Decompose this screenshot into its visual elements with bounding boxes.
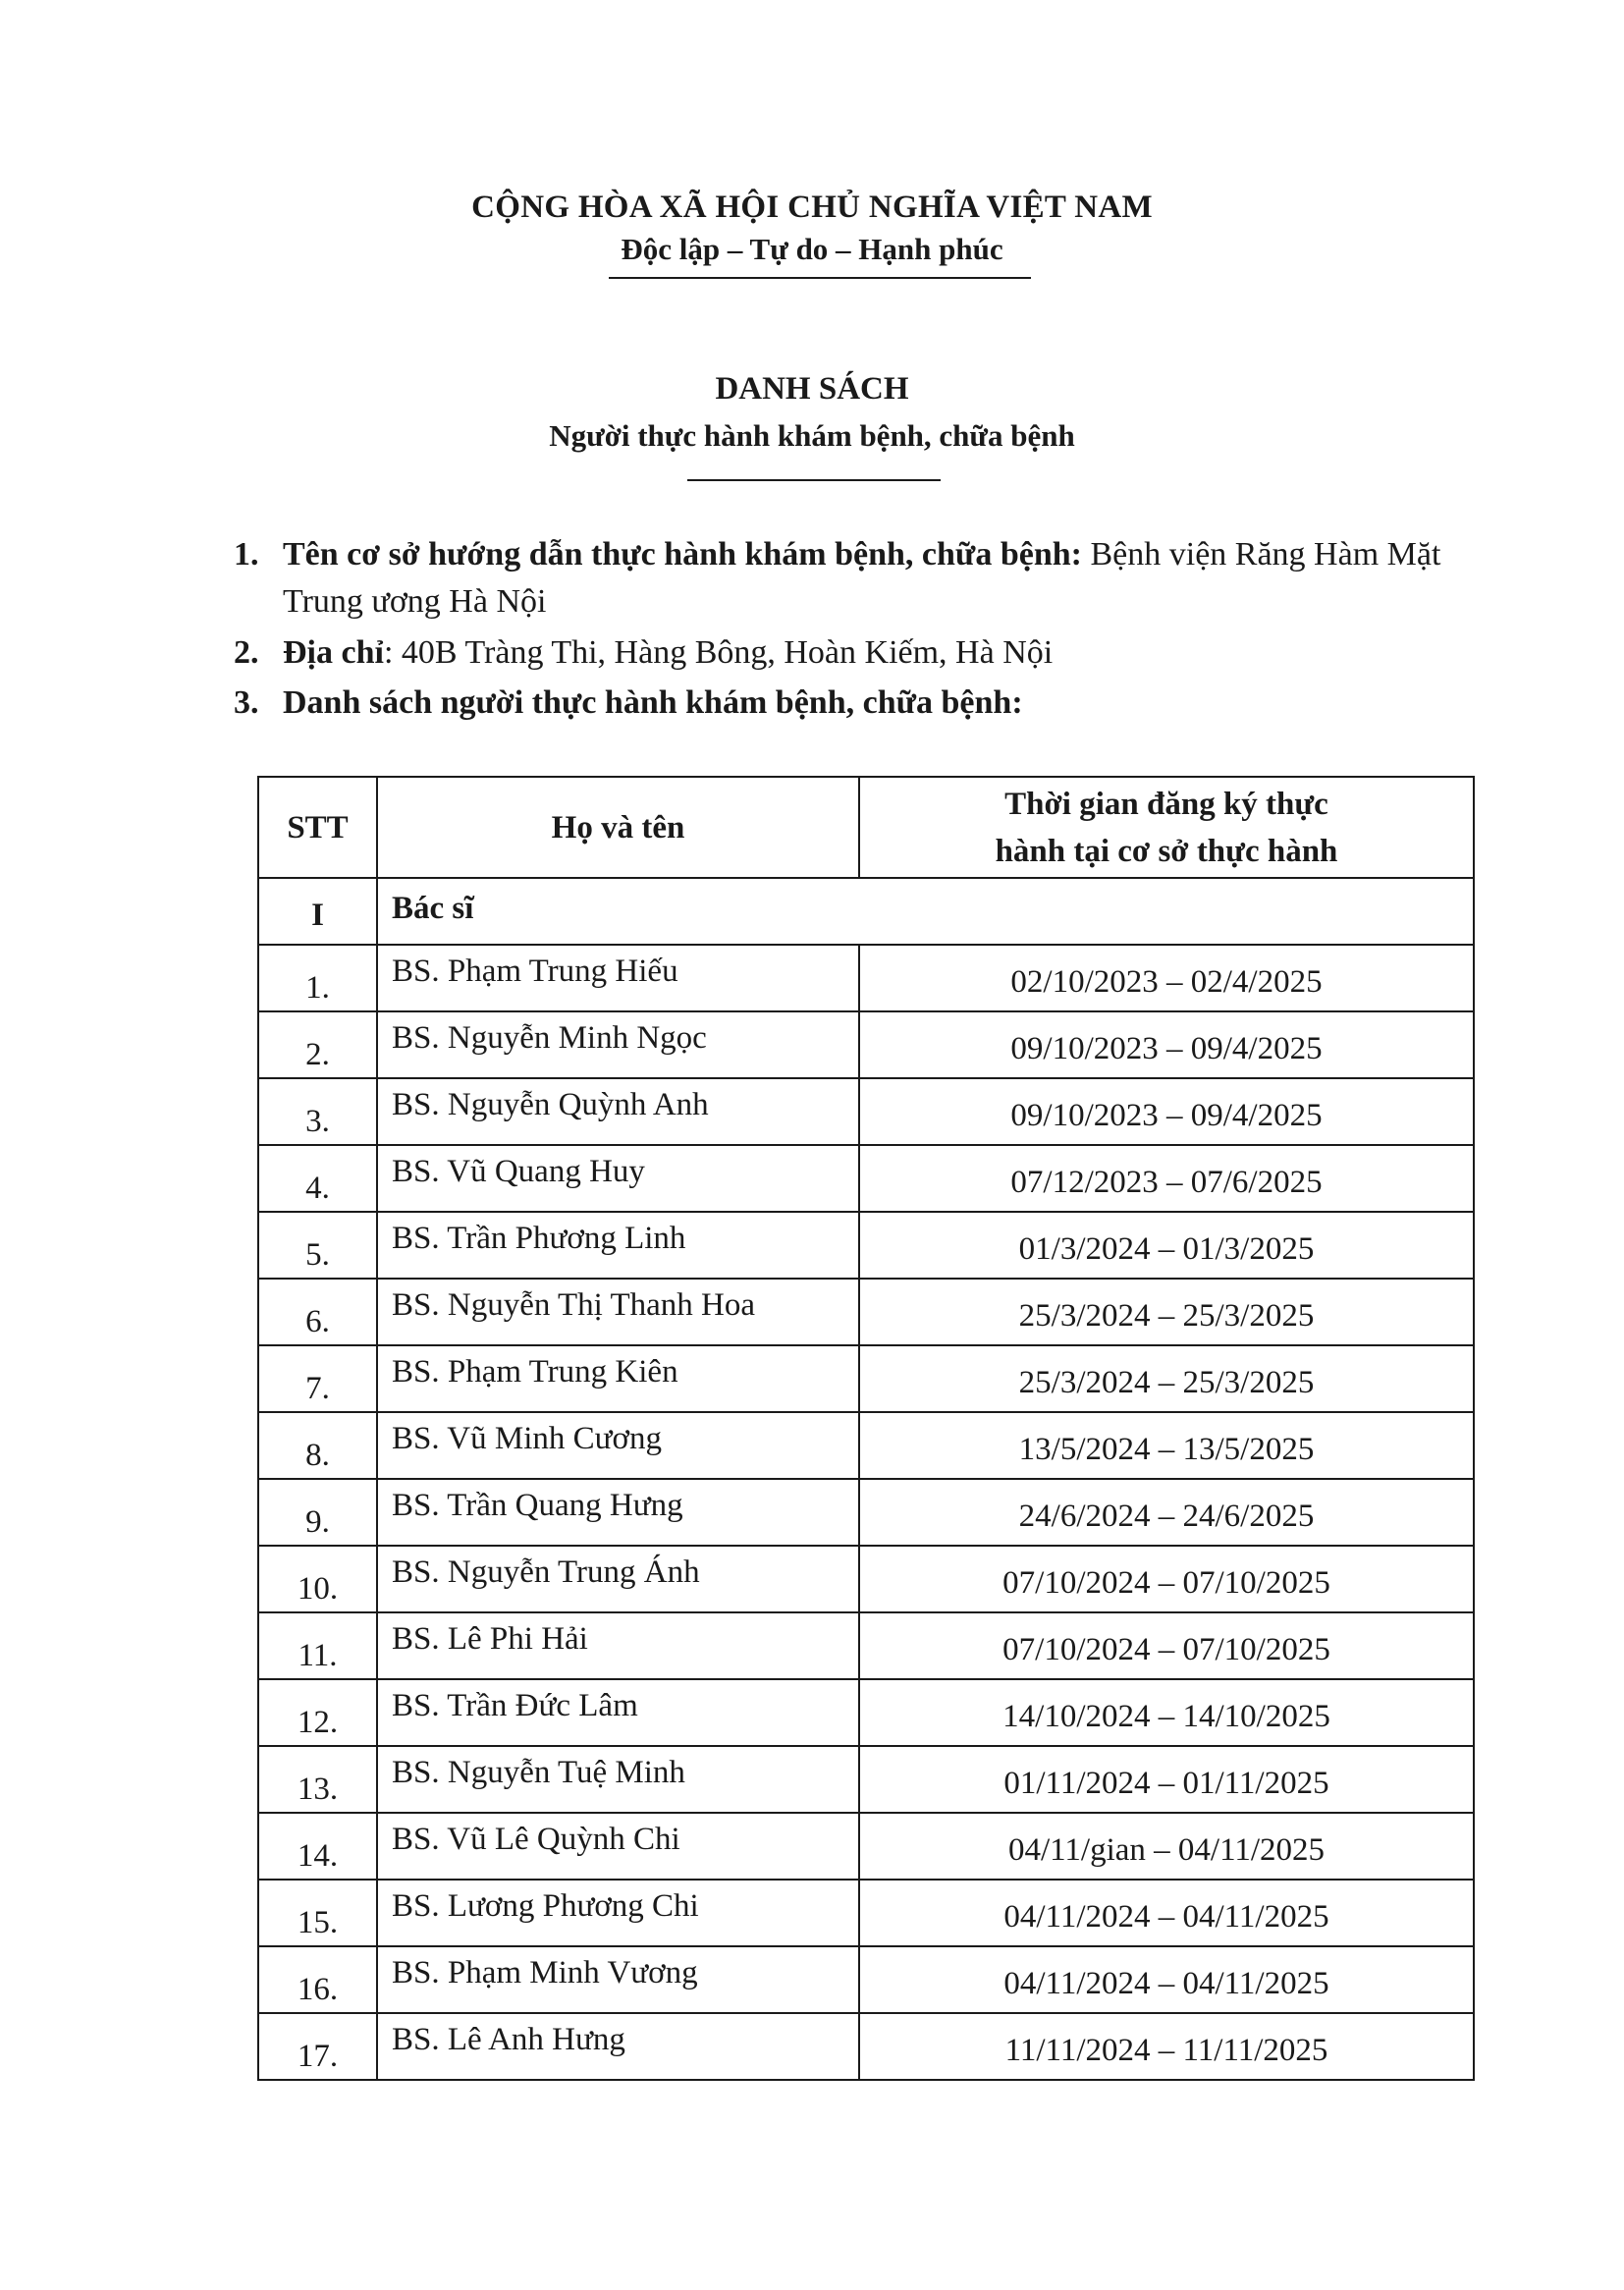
nation-name: CỘNG HÒA XÃ HỘI CHỦ NGHĨA VIỆT NAM [471, 190, 1153, 225]
table-row [258, 1345, 1474, 1412]
table-row [258, 1279, 1474, 1345]
row-stt: 9. [258, 1479, 377, 1546]
section-roster [234, 680, 1510, 729]
row-period: 25/3/2024 – 25/3/2025 [859, 1345, 1474, 1412]
row-period: 07/12/2023 – 07/6/2025 [859, 1145, 1474, 1212]
row-period: 24/6/2024 – 24/6/2025 [859, 1479, 1474, 1546]
document-subtitle: Người thực hành khám bệnh, chữa bệnh [549, 418, 1075, 453]
row-name: BS. Nguyễn Tuệ Minh [377, 1746, 859, 1813]
row-name: BS. Nguyễn Trung Ánh [377, 1546, 859, 1612]
row-name: BS. Trần Phương Linh [377, 1212, 859, 1279]
row-period: 04/11/gian – 04/11/2025 [859, 1813, 1474, 1880]
column-header-period [859, 777, 1474, 878]
table-row [258, 1612, 1474, 1679]
row-stt: 13. [258, 1746, 377, 1813]
row-name: BS. Vũ Quang Huy [377, 1145, 859, 1212]
row-period: 14/10/2024 – 14/10/2025 [859, 1679, 1474, 1746]
row-period: 07/10/2024 – 07/10/2025 [859, 1546, 1474, 1612]
row-stt: 7. [258, 1345, 377, 1412]
row-name: BS. Nguyễn Quỳnh Anh [377, 1078, 859, 1145]
column-header-name: Họ và tên [377, 777, 859, 878]
column-header-stt: STT [258, 777, 377, 878]
practitioner-table [257, 776, 1475, 2081]
row-period: 02/10/2023 – 02/4/2025 [859, 945, 1474, 1011]
table-row [258, 1479, 1474, 1546]
row-stt: 5. [258, 1212, 377, 1279]
row-name: BS. Nguyễn Thị Thanh Hoa [377, 1279, 859, 1345]
row-stt: 2. [258, 1011, 377, 1078]
row-stt: 1. [258, 945, 377, 1011]
column-header-period-line1: Thời gian đăng ký thực [1004, 786, 1328, 822]
national-motto: Độc lập – Tự do – Hạnh phúc [621, 232, 1003, 266]
row-period: 09/10/2023 – 09/4/2025 [859, 1078, 1474, 1145]
table-row [258, 1212, 1474, 1279]
table-row [258, 1746, 1474, 1813]
row-stt: 4. [258, 1145, 377, 1212]
row-stt: 10. [258, 1546, 377, 1612]
table-row [258, 1946, 1474, 2013]
section-number: 2. [234, 634, 259, 671]
row-period: 04/11/2024 – 04/11/2025 [859, 1880, 1474, 1946]
facility-name: Bệnh viện Răng Hàm Mặt Trung ương Hà Nội [283, 536, 1441, 620]
row-stt: 3. [258, 1078, 377, 1145]
row-stt: 8. [258, 1412, 377, 1479]
row-period: 13/5/2024 – 13/5/2025 [859, 1412, 1474, 1479]
section-facility [234, 531, 1510, 629]
label-colon: : [383, 634, 394, 671]
row-period: 04/11/2024 – 04/11/2025 [859, 1946, 1474, 2013]
row-name: BS. Trần Quang Hưng [377, 1479, 859, 1546]
row-name: BS. Vũ Lê Quỳnh Chi [377, 1813, 859, 1880]
row-stt: 15. [258, 1880, 377, 1946]
row-stt: 6. [258, 1279, 377, 1345]
row-period: 09/10/2023 – 09/4/2025 [859, 1011, 1474, 1078]
section-number: 3. [234, 684, 259, 721]
table-row [258, 1011, 1474, 1078]
row-name: BS. Lương Phương Chi [377, 1880, 859, 1946]
table-group-row [258, 878, 1474, 945]
motto-underline [609, 277, 1031, 279]
row-period: 07/10/2024 – 07/10/2025 [859, 1612, 1474, 1679]
table-row [258, 1880, 1474, 1946]
row-name: BS. Trần Đức Lâm [377, 1679, 859, 1746]
row-period: 01/3/2024 – 01/3/2025 [859, 1212, 1474, 1279]
group-stt: I [258, 878, 377, 945]
section-label: Danh sách người thực hành khám bệnh, chữa bệnh: [283, 684, 1023, 721]
row-name: BS. Lê Anh Hưng [377, 2013, 859, 2080]
table-row [258, 1546, 1474, 1612]
row-stt: 12. [258, 1679, 377, 1746]
row-name: BS. Phạm Minh Vương [377, 1946, 859, 2013]
row-stt: 14. [258, 1813, 377, 1880]
row-stt: 11. [258, 1612, 377, 1679]
section-label: Tên cơ sở hướng dẫn thực hành khám bệnh, chữa bệnh [283, 536, 1071, 572]
facility-address: 40B Tràng Thi, Hàng Bông, Hoàn Kiếm, Hà Nội [393, 634, 1054, 671]
section-label: Địa chỉ [283, 634, 384, 671]
table-row [258, 1145, 1474, 1212]
row-stt: 16. [258, 1946, 377, 2013]
row-period: 11/11/2024 – 11/11/2025 [859, 2013, 1474, 2080]
table-row [258, 945, 1474, 1011]
row-name: BS. Nguyễn Minh Ngọc [377, 1011, 859, 1078]
subtitle-underline [687, 479, 941, 481]
row-name: BS. Lê Phi Hải [377, 1612, 859, 1679]
row-name: BS. Phạm Trung Kiên [377, 1345, 859, 1412]
row-name: BS. Phạm Trung Hiếu [377, 945, 859, 1011]
label-colon: : [1070, 536, 1082, 572]
section-number: 1. [234, 536, 259, 572]
row-period: 01/11/2024 – 01/11/2025 [859, 1746, 1474, 1813]
table-row [258, 2013, 1474, 2080]
document-title: DANH SÁCH [715, 371, 909, 407]
table-header-row [258, 777, 1474, 878]
group-label: Bác sĩ [377, 878, 1474, 945]
row-stt: 17. [258, 2013, 377, 2080]
section-address [234, 629, 1510, 679]
column-header-period-line2: hành tại cơ sở thực hành [995, 833, 1338, 869]
row-period: 25/3/2024 – 25/3/2025 [859, 1279, 1474, 1345]
table-row [258, 1679, 1474, 1746]
table-row [258, 1813, 1474, 1880]
table-row [258, 1412, 1474, 1479]
table-row [258, 1078, 1474, 1145]
row-name: BS. Vũ Minh Cương [377, 1412, 859, 1479]
